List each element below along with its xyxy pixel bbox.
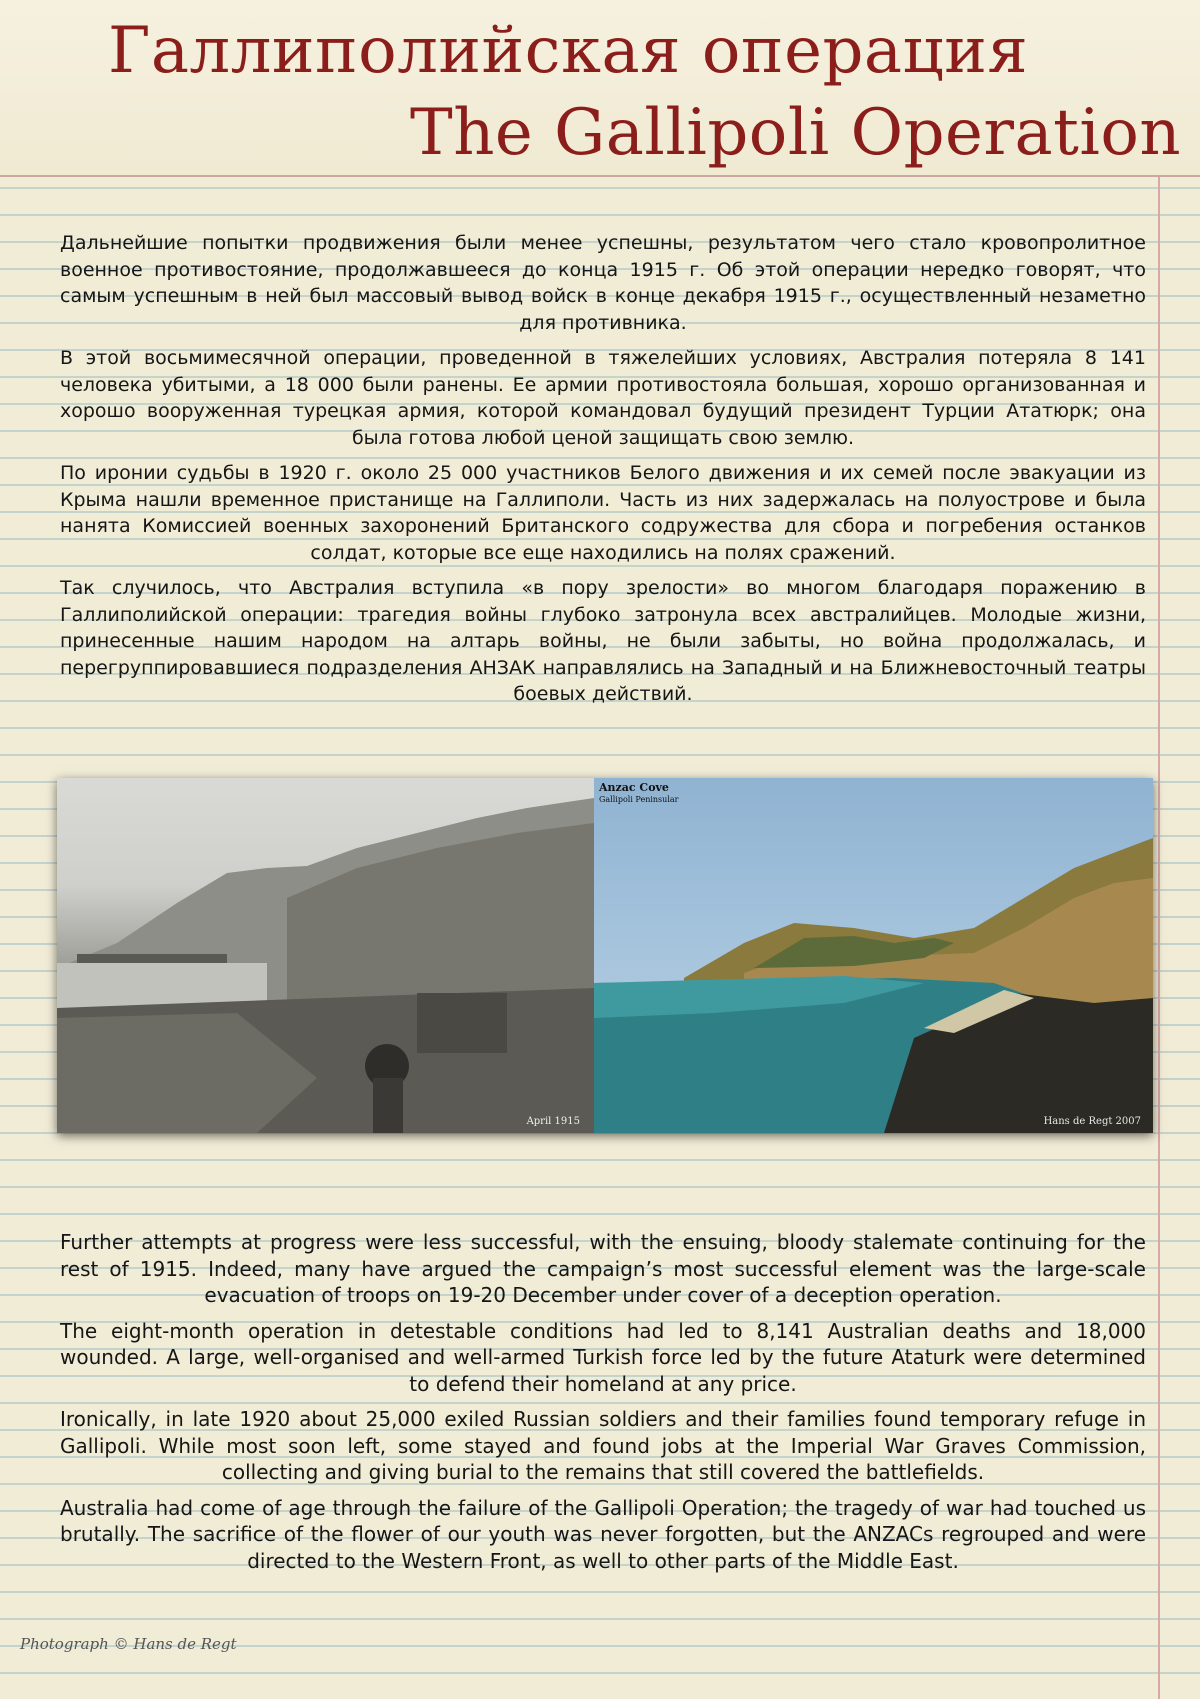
modern-photo-drawing: [594, 778, 1153, 1133]
russian-text-block: [60, 230, 1146, 717]
modern-photo-credit: Hans de Regt 2007: [1043, 1116, 1141, 1127]
photograph-credit: Photograph © Hans de Regt: [20, 1635, 237, 1653]
historical-tents: [417, 993, 507, 1053]
russian-paragraph-4: Так случилось, что Австралия вступила «в пору зрелости» во многом благодаря поражению в Галлиполийской операции: трагедия войны глубоко затронула всех австралийцев. Молодые жизни, принесенные нашим народом на алтарь войны, не были забыты, но война продолжалась, и перегруппировавшиеся подразделения АНЗАК направлялись на Западный и на Ближневосточный театры боевых действий.: [60, 577, 1146, 705]
page-title-russian: Галлиполийская операция: [108, 14, 1029, 88]
russian-paragraph-3: По иронии судьбы в 1920 г. около 25 000 участников Белого движения и их семей после эвакуации из Крыма нашли временное пристанище на Галлиполи. Часть из них задержалась на полуострове и была нанята Комиссией военных захоронений Британского содружества для сбора и погребения останков солдат, которые все еще находились на полях сражений.: [60, 462, 1146, 564]
russian-paragraph-1: Дальнейшие попытки продвижения были менее успешны, результатом чего стало кровопролитное военное противостояние, продолжавшееся до конца 1915 г. Об этой операции нередко говорят, что самым успешным в ней был массовый вывод войск в конце декабря 1915 г., осуществленный незаметно для противника.: [60, 232, 1146, 334]
english-paragraph-4: Australia had come of age through the failure of the Gallipoli Operation; the tragedy of war had touched us brutally. The sacrifice of the flower of our youth was never forgotten, but the ANZACs regrouped and were directed to the Western Front, as well to other parts of the Middle East.: [60, 1495, 1146, 1573]
historical-water: [57, 963, 267, 1008]
photo-comparison: [57, 778, 1153, 1133]
historical-soldier: [373, 1078, 403, 1133]
english-paragraph-2: The eight-month operation in detestable conditions had led to 8,141 Australian deaths and 18,000 wounded. A large, well-organised and well-armed Turkish force led by the future Ataturk were determined to defend their homeland at any price.: [60, 1318, 1146, 1396]
photo-location-subtitle: Gallipoli Peninsular: [599, 795, 679, 804]
english-text-block: [60, 1229, 1146, 1583]
modern-photo-anzac-cove: [594, 778, 1153, 1133]
historical-pier: [77, 954, 227, 963]
page-title-english: The Gallipoli Operation: [410, 96, 1182, 170]
english-paragraph-3: Ironically, in late 1920 about 25,000 exiled Russian soldiers and their families found temporary refuge in Gallipoli. While most soon left, some stayed and found jobs at the Imperial War Graves Commission, collecting and giving burial to the remains that still covered the battlefields.: [60, 1407, 1146, 1484]
photo-location-title: Anzac Cove: [599, 781, 669, 794]
english-paragraph-1: Further attempts at progress were less successful, with the ensuing, bloody stalemate continuing for the rest of 1915. Indeed, many have argued the campaign’s most successful element was the large-scale evacuation of troops on 19-20 December under cover of a deception operation.: [60, 1230, 1146, 1307]
historical-photo-drawing: [57, 778, 594, 1133]
historical-photo-date: April 1915: [526, 1116, 580, 1127]
russian-paragraph-2: В этой восьмимесячной операции, проведенной в тяжелейших условиях, Австралия потеряла 8 141 человека убитыми, а 18 000 были ранены. Ее армии противостояла большая, хорошо организованная и хорошо вооруженная турецкая армия, которой командовал будущий президент Турции Ататюрк; она была готова любой ценой защищать свою землю.: [60, 347, 1146, 449]
page-header: [0, 0, 1200, 177]
historical-photo-anzac-cove-1915: [57, 778, 594, 1133]
